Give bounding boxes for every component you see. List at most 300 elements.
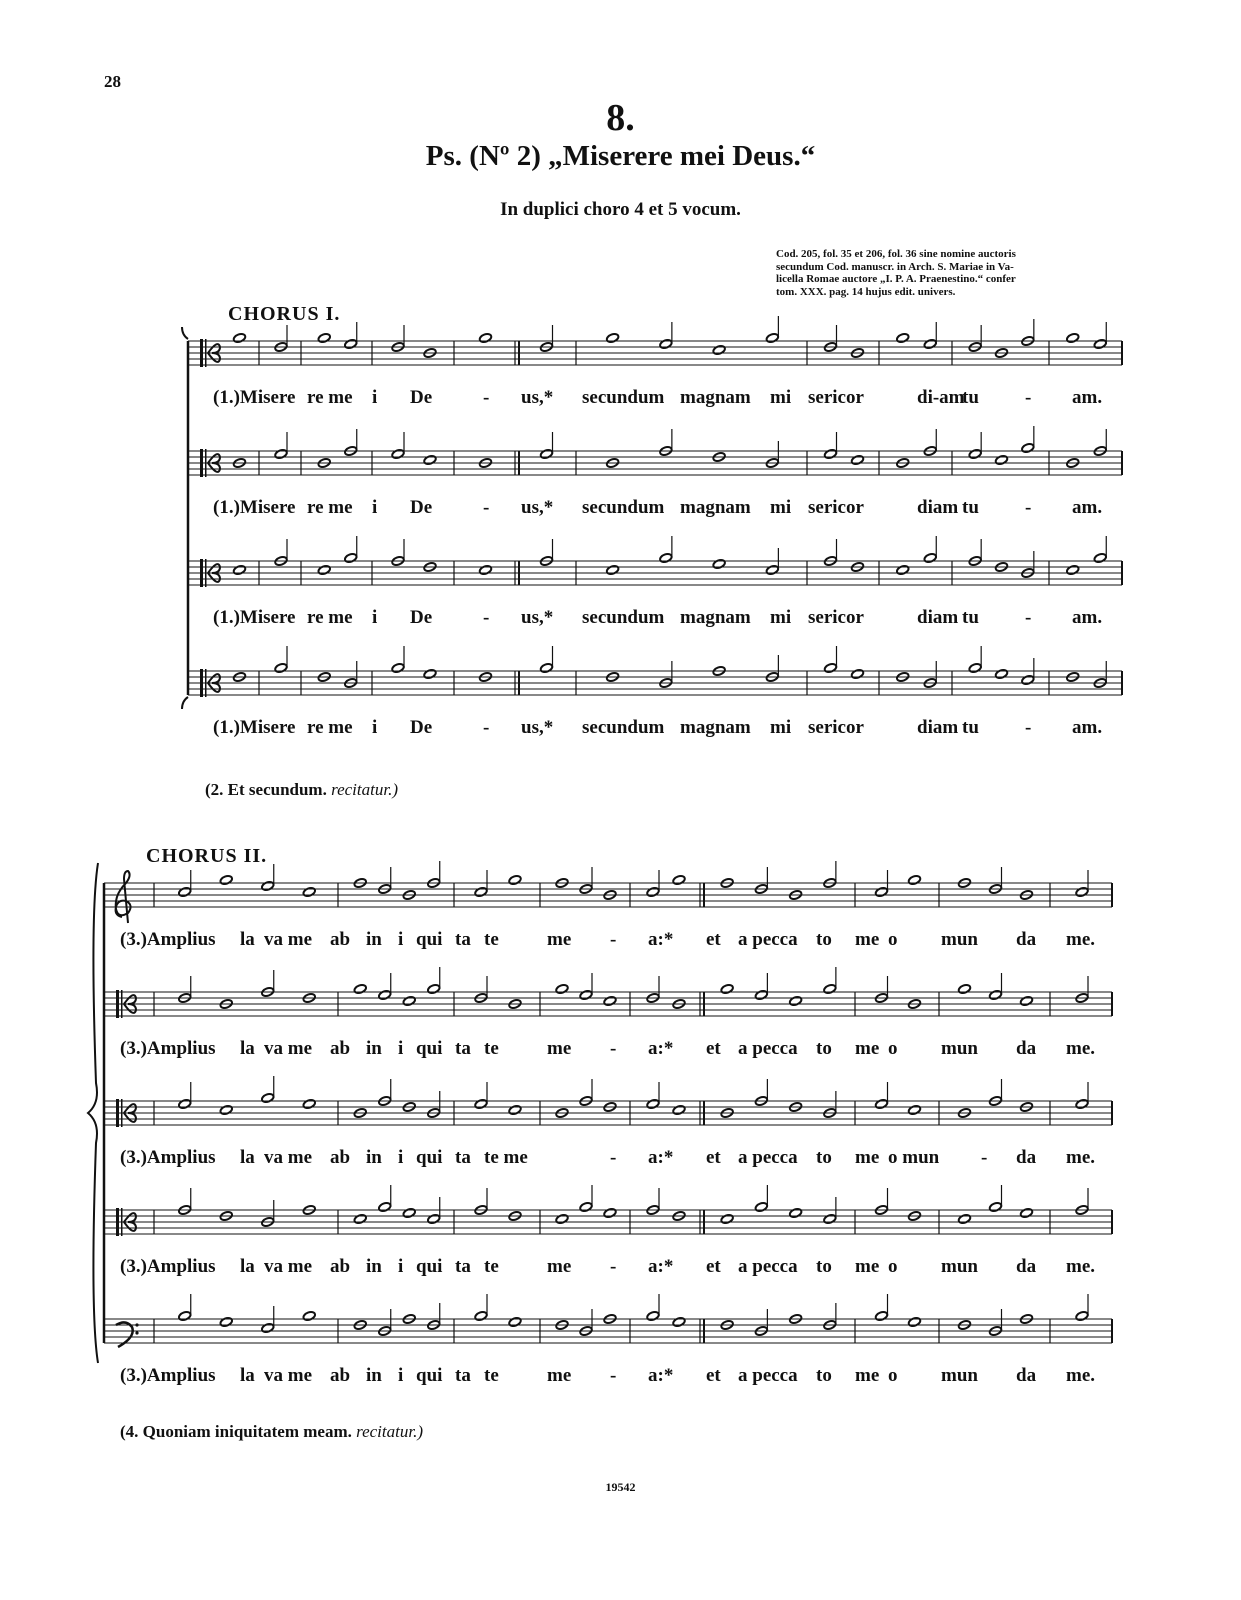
note-head <box>1093 339 1107 350</box>
lyric-syllable: me <box>547 1038 572 1059</box>
note-head <box>479 565 493 576</box>
note-head <box>823 1214 837 1225</box>
lyric-syllable: in <box>366 1147 382 1168</box>
note-head <box>672 875 686 886</box>
note-head <box>606 333 620 344</box>
note-head <box>672 1105 686 1116</box>
note-head <box>824 663 838 674</box>
lyric-syllable: ab <box>330 1256 351 1277</box>
lyric-syllable: me <box>855 929 880 950</box>
lyric-syllable: secundum <box>582 607 665 628</box>
lyric-syllable: - <box>1025 387 1032 408</box>
staff <box>104 1294 1112 1386</box>
lyric-syllable: et <box>706 1038 721 1059</box>
lyric-syllable: te <box>484 1365 499 1386</box>
note-head <box>789 1208 803 1219</box>
lyric-syllable: ta <box>455 929 471 950</box>
lyric-syllable: va me <box>264 929 313 950</box>
lyric-syllable: in <box>366 1365 382 1386</box>
note-head <box>646 1311 660 1322</box>
bass-clef-dot <box>135 1323 138 1326</box>
lyric-syllable: me <box>855 1256 880 1277</box>
note-head <box>923 339 937 350</box>
note-head <box>274 663 288 674</box>
note-head <box>391 449 405 460</box>
note-head <box>353 984 367 995</box>
note-head <box>261 1093 275 1104</box>
lyric-syllable: la <box>240 929 255 950</box>
lyric-syllable: i <box>372 717 378 738</box>
note-head <box>823 984 837 995</box>
lyric-syllable: - <box>610 1365 617 1386</box>
note-head <box>603 996 617 1007</box>
note-head <box>1021 675 1035 686</box>
lyric-syllable: (3.)Amplius <box>120 929 216 950</box>
lyric-syllable: ab <box>330 1038 351 1059</box>
note-head <box>219 875 233 886</box>
lyric-syllable: di-am <box>917 387 965 408</box>
note-head <box>766 565 780 576</box>
note-head <box>391 663 405 674</box>
note-head <box>896 333 910 344</box>
note-head <box>344 339 358 350</box>
lyric-syllable: me <box>547 1256 572 1277</box>
note-head <box>712 559 726 570</box>
lyric-syllable: ta <box>455 1365 471 1386</box>
lyric-syllable: me <box>855 1365 880 1386</box>
note-head <box>219 1317 233 1328</box>
lyric-syllable: - <box>610 1256 617 1277</box>
note-head <box>555 984 569 995</box>
title: Ps. (Nº 2) „Miserere mei Deus.“ <box>425 140 816 172</box>
lyric-syllable: o <box>888 929 898 950</box>
lyric-syllable: - <box>1025 497 1032 518</box>
lyric-syllable: am. <box>1072 497 1103 518</box>
lyric-syllable: me <box>547 929 572 950</box>
lyric-syllable: (1.)Misere <box>213 717 296 738</box>
lyric-syllable: a pecca <box>738 1038 798 1059</box>
note-head <box>302 887 316 898</box>
lyric-syllable: te me <box>484 1147 528 1168</box>
note-head <box>423 455 437 466</box>
note-head <box>989 990 1003 1001</box>
staff <box>104 861 1112 950</box>
note-head <box>1020 1208 1034 1219</box>
lyric-syllable: am. <box>1072 607 1103 628</box>
note-head <box>1020 996 1034 1007</box>
lyric-syllable: i <box>372 607 378 628</box>
lyric-syllable: ta <box>455 1147 471 1168</box>
note-head <box>1075 887 1089 898</box>
lyric-syllable: (1.)Misere <box>213 607 296 628</box>
lyric-syllable: et <box>706 1147 721 1168</box>
lyric-syllable: a pecca <box>738 929 798 950</box>
lyric-syllable: te <box>484 1038 499 1059</box>
lyric-syllable: a:* <box>648 929 674 950</box>
lyric-syllable: re me <box>307 607 353 628</box>
chorus-1-label: CHORUS I. <box>228 303 341 325</box>
lyric-syllable: in <box>366 1256 382 1277</box>
note-head <box>766 333 780 344</box>
note-head <box>908 1105 922 1116</box>
lyric-syllable: (3.)Amplius <box>120 1256 216 1277</box>
lyric-syllable: qui <box>416 1038 443 1059</box>
note-head <box>427 1214 441 1225</box>
lyric-syllable: o mun <box>888 1147 940 1168</box>
c-clef-icon <box>200 669 203 697</box>
source-note-line: licella Romae auctore „I. P. A. Praenestino.“ confer <box>776 273 1016 285</box>
c-clef-bar <box>205 339 207 367</box>
lyric-syllable: re me <box>307 387 353 408</box>
lyric-syllable: ta <box>455 1038 471 1059</box>
source-note-line: secundum Cod. manuscr. in Arch. S. Mariae in Va- <box>776 260 1014 273</box>
note-head <box>908 1317 922 1328</box>
note-head <box>875 1099 889 1110</box>
lyric-syllable: - <box>610 1147 617 1168</box>
lyric-syllable: me <box>855 1147 880 1168</box>
lyric-syllable: te <box>484 929 499 950</box>
lyric-syllable: sericor <box>808 387 864 408</box>
lyric-syllable: mun <box>941 929 978 950</box>
lyric-syllable: - <box>610 929 617 950</box>
lyric-syllable: diam <box>917 607 959 628</box>
lyric-syllable: a pecca <box>738 1256 798 1277</box>
note-head <box>755 990 769 1001</box>
lyric-syllable: va me <box>264 1365 313 1386</box>
note-head <box>474 887 488 898</box>
lyric-syllable: qui <box>416 1147 443 1168</box>
lyric-syllable: da <box>1016 929 1037 950</box>
lyric-syllable: a:* <box>648 1365 674 1386</box>
system-brace <box>88 863 98 1363</box>
lyric-syllable: me <box>547 1365 572 1386</box>
source-note-line: tom. XXX. pag. 14 hujus edit. univers. <box>776 285 956 298</box>
lyric-syllable: i <box>398 929 404 950</box>
lyric-syllable: am. <box>1072 387 1103 408</box>
note-head <box>1021 443 1035 454</box>
note-head <box>508 875 522 886</box>
lyric-syllable: to <box>816 1365 832 1386</box>
lyric-syllable: sericor <box>808 497 864 518</box>
c-clef-icon <box>200 449 203 477</box>
lyric-syllable: tu <box>962 717 979 738</box>
c-clef-bar <box>205 669 207 697</box>
lyric-syllable: a:* <box>648 1147 674 1168</box>
lyric-syllable: i <box>398 1038 404 1059</box>
note-head <box>540 449 554 460</box>
note-head <box>824 449 838 460</box>
lyric-syllable: secundum <box>582 497 665 518</box>
note-head <box>423 669 437 680</box>
lyric-syllable: tu <box>962 387 979 408</box>
note-head <box>233 333 247 344</box>
lyric-syllable: me <box>855 1038 880 1059</box>
note-head <box>659 339 673 350</box>
note-head <box>851 669 865 680</box>
lyric-syllable: et <box>706 1256 721 1277</box>
lyric-syllable: magnam <box>680 497 751 518</box>
lyric-syllable: a:* <box>648 1038 674 1059</box>
note-head <box>555 1214 569 1225</box>
note-head <box>603 1208 617 1219</box>
lyric-syllable: qui <box>416 929 443 950</box>
c-clef-icon <box>200 559 203 587</box>
lyric-syllable: la <box>240 1256 255 1277</box>
lyric-syllable: - <box>483 607 490 628</box>
lyric-syllable: us,* <box>521 387 554 408</box>
note-head <box>989 1202 1003 1213</box>
lyric-syllable: diam <box>917 717 959 738</box>
lyric-syllable: mi <box>770 607 792 628</box>
c-clef-bar <box>121 990 123 1018</box>
note-head <box>851 455 865 466</box>
lyric-syllable: a:* <box>648 1256 674 1277</box>
recitation-2-text: (4. Quoniam iniquitatem meam. <box>120 1422 352 1441</box>
lyric-syllable: da <box>1016 1256 1037 1277</box>
lyric-syllable: i <box>372 387 378 408</box>
lyric-syllable: re me <box>307 717 353 738</box>
note-head <box>659 553 673 564</box>
c-clef-bar <box>121 1099 123 1127</box>
note-head <box>474 1311 488 1322</box>
note-head <box>508 1105 522 1116</box>
lyric-syllable: i <box>398 1147 404 1168</box>
note-head <box>1075 1311 1089 1322</box>
lyric-syllable: et <box>706 1365 721 1386</box>
note-head <box>1075 1099 1089 1110</box>
subtitle: In duplici choro 4 et 5 vocum. <box>500 199 741 220</box>
note-head <box>378 990 392 1001</box>
recitation-1-mark: recitatur.) <box>331 780 398 799</box>
lyric-syllable: et <box>706 929 721 950</box>
treble-clef-icon <box>116 871 131 923</box>
staff <box>188 536 1122 628</box>
lyric-syllable: - <box>483 387 490 408</box>
lyric-syllable: to <box>816 929 832 950</box>
page-number: 28 <box>104 72 121 91</box>
lyric-syllable: De <box>410 607 433 628</box>
lyric-syllable: va me <box>264 1256 313 1277</box>
lyric-syllable: mun <box>941 1038 978 1059</box>
lyric-syllable: o <box>888 1256 898 1277</box>
bass-clef-dot <box>135 1331 138 1334</box>
note-head <box>178 1311 192 1322</box>
note-head <box>579 990 593 1001</box>
c-clef-icon <box>200 339 203 367</box>
lyric-syllable: - <box>483 497 490 518</box>
lyric-syllable: tu <box>962 607 979 628</box>
c-clef-icon <box>116 1208 119 1236</box>
note-head <box>353 1214 367 1225</box>
lyric-syllable: - <box>1025 717 1032 738</box>
note-head <box>958 1214 972 1225</box>
lyric-syllable: ta <box>455 1256 471 1277</box>
note-head <box>344 553 358 564</box>
note-head <box>1066 565 1080 576</box>
lyric-syllable: magnam <box>680 387 751 408</box>
lyric-syllable: da <box>1016 1147 1037 1168</box>
staff <box>188 316 1122 408</box>
lyric-syllable: magnam <box>680 717 751 738</box>
note-head <box>479 333 493 344</box>
note-head <box>923 553 937 564</box>
staff <box>188 426 1122 518</box>
lyric-syllable: us,* <box>521 607 554 628</box>
note-head <box>672 1317 686 1328</box>
chorus-2-label: CHORUS II. <box>146 845 268 867</box>
lyric-syllable: me. <box>1066 1365 1096 1386</box>
lyric-syllable: (3.)Amplius <box>120 1365 216 1386</box>
note-head <box>720 1214 734 1225</box>
note-head <box>712 345 726 356</box>
note-head <box>646 1099 660 1110</box>
piece-number: 8. <box>606 97 635 139</box>
lyric-syllable: us,* <box>521 717 554 738</box>
lyric-syllable: ab <box>330 1365 351 1386</box>
plate-number: 19542 <box>605 1480 636 1494</box>
note-head <box>875 887 889 898</box>
lyric-syllable: mun <box>941 1365 978 1386</box>
lyric-syllable: qui <box>416 1365 443 1386</box>
lyric-syllable: am. <box>1072 717 1103 738</box>
lyric-syllable: mi <box>770 497 792 518</box>
lyric-syllable: - <box>483 717 490 738</box>
lyric-syllable: te <box>484 1256 499 1277</box>
lyric-syllable: re me <box>307 497 353 518</box>
c-clef-icon <box>116 1099 119 1127</box>
lyric-syllable: De <box>410 387 433 408</box>
lyric-syllable: - <box>1025 607 1032 628</box>
lyric-syllable: mun <box>941 1256 978 1277</box>
note-head <box>540 663 554 674</box>
lyric-syllable: a pecca <box>738 1147 798 1168</box>
lyric-syllable: in <box>366 929 382 950</box>
lyric-syllable: to <box>816 1256 832 1277</box>
note-head <box>1066 333 1080 344</box>
lyric-syllable: me. <box>1066 1038 1096 1059</box>
note-head <box>317 565 331 576</box>
note-head <box>968 449 982 460</box>
lyric-syllable: a pecca <box>738 1365 798 1386</box>
note-head <box>579 1202 593 1213</box>
staff <box>188 646 1122 738</box>
lyric-syllable: us,* <box>521 497 554 518</box>
lyric-syllable: mi <box>770 387 792 408</box>
lyric-syllable: da <box>1016 1038 1037 1059</box>
lyric-syllable: (1.)Misere <box>213 497 296 518</box>
note-head <box>274 449 288 460</box>
lyric-syllable: diam <box>917 497 959 518</box>
recitation-1-text: (2. Et secundum. <box>205 780 327 799</box>
note-head <box>755 1202 769 1213</box>
lyric-syllable: la <box>240 1147 255 1168</box>
lyric-syllable: - <box>981 1147 988 1168</box>
lyric-syllable: sericor <box>808 607 864 628</box>
c-clef-bar <box>205 449 207 477</box>
lyric-syllable: mi <box>770 717 792 738</box>
note-head <box>1093 553 1107 564</box>
note-head <box>606 565 620 576</box>
note-head <box>378 1202 392 1213</box>
lyric-syllable: va me <box>264 1147 313 1168</box>
lyric-syllable: - <box>610 1038 617 1059</box>
lyric-syllable: De <box>410 497 433 518</box>
recitation-2-mark: recitatur.) <box>356 1422 423 1441</box>
c-clef-icon <box>116 990 119 1018</box>
note-head <box>302 1099 316 1110</box>
lyric-syllable: secundum <box>582 387 665 408</box>
staff <box>104 967 1112 1059</box>
staff <box>104 1185 1112 1277</box>
note-head <box>789 996 803 1007</box>
lyric-syllable: to <box>816 1147 832 1168</box>
note-head <box>995 669 1009 680</box>
note-head <box>302 1311 316 1322</box>
note-head <box>896 565 910 576</box>
staff <box>104 1076 1112 1168</box>
note-head <box>178 1099 192 1110</box>
note-head <box>427 984 441 995</box>
lyric-syllable: i <box>398 1365 404 1386</box>
lyric-syllable: i <box>398 1256 404 1277</box>
lyric-syllable: De <box>410 717 433 738</box>
note-head <box>720 984 734 995</box>
note-head <box>219 1105 233 1116</box>
source-note-line: Cod. 205, fol. 35 et 206, fol. 36 sine nomine auctoris <box>776 248 1016 260</box>
note-head <box>646 887 660 898</box>
c-clef-bar <box>205 559 207 587</box>
note-head <box>402 1208 416 1219</box>
lyric-syllable: secundum <box>582 717 665 738</box>
note-head <box>261 1323 275 1334</box>
lyric-syllable: in <box>366 1038 382 1059</box>
note-head <box>968 663 982 674</box>
note-head <box>995 455 1009 466</box>
lyric-syllable: va me <box>264 1038 313 1059</box>
lyric-syllable: (1.)Misere <box>213 387 296 408</box>
lyric-syllable: to <box>816 1038 832 1059</box>
note-head <box>317 333 331 344</box>
lyric-syllable: me. <box>1066 929 1096 950</box>
lyric-syllable: me. <box>1066 1147 1096 1168</box>
lyric-syllable: o <box>888 1038 898 1059</box>
note-head <box>474 1099 488 1110</box>
lyric-syllable: ab <box>330 929 351 950</box>
note-head <box>958 984 972 995</box>
note-head <box>261 881 275 892</box>
lyric-syllable: tu <box>962 497 979 518</box>
lyric-syllable: la <box>240 1365 255 1386</box>
lyric-syllable: sericor <box>808 717 864 738</box>
lyric-syllable: (3.)Amplius <box>120 1147 216 1168</box>
c-clef-bar <box>121 1208 123 1236</box>
lyric-syllable: qui <box>416 1256 443 1277</box>
note-head <box>178 887 192 898</box>
lyric-syllable: i <box>372 497 378 518</box>
note-head <box>508 1317 522 1328</box>
note-head <box>402 996 416 1007</box>
note-head <box>875 1311 889 1322</box>
lyric-syllable: (3.)Amplius <box>120 1038 216 1059</box>
lyric-syllable: da <box>1016 1365 1037 1386</box>
note-head <box>908 875 922 886</box>
lyric-syllable: la <box>240 1038 255 1059</box>
lyric-syllable: o <box>888 1365 898 1386</box>
lyric-syllable: magnam <box>680 607 751 628</box>
lyric-syllable: ab <box>330 1147 351 1168</box>
note-head <box>233 565 247 576</box>
lyric-syllable: me. <box>1066 1256 1096 1277</box>
